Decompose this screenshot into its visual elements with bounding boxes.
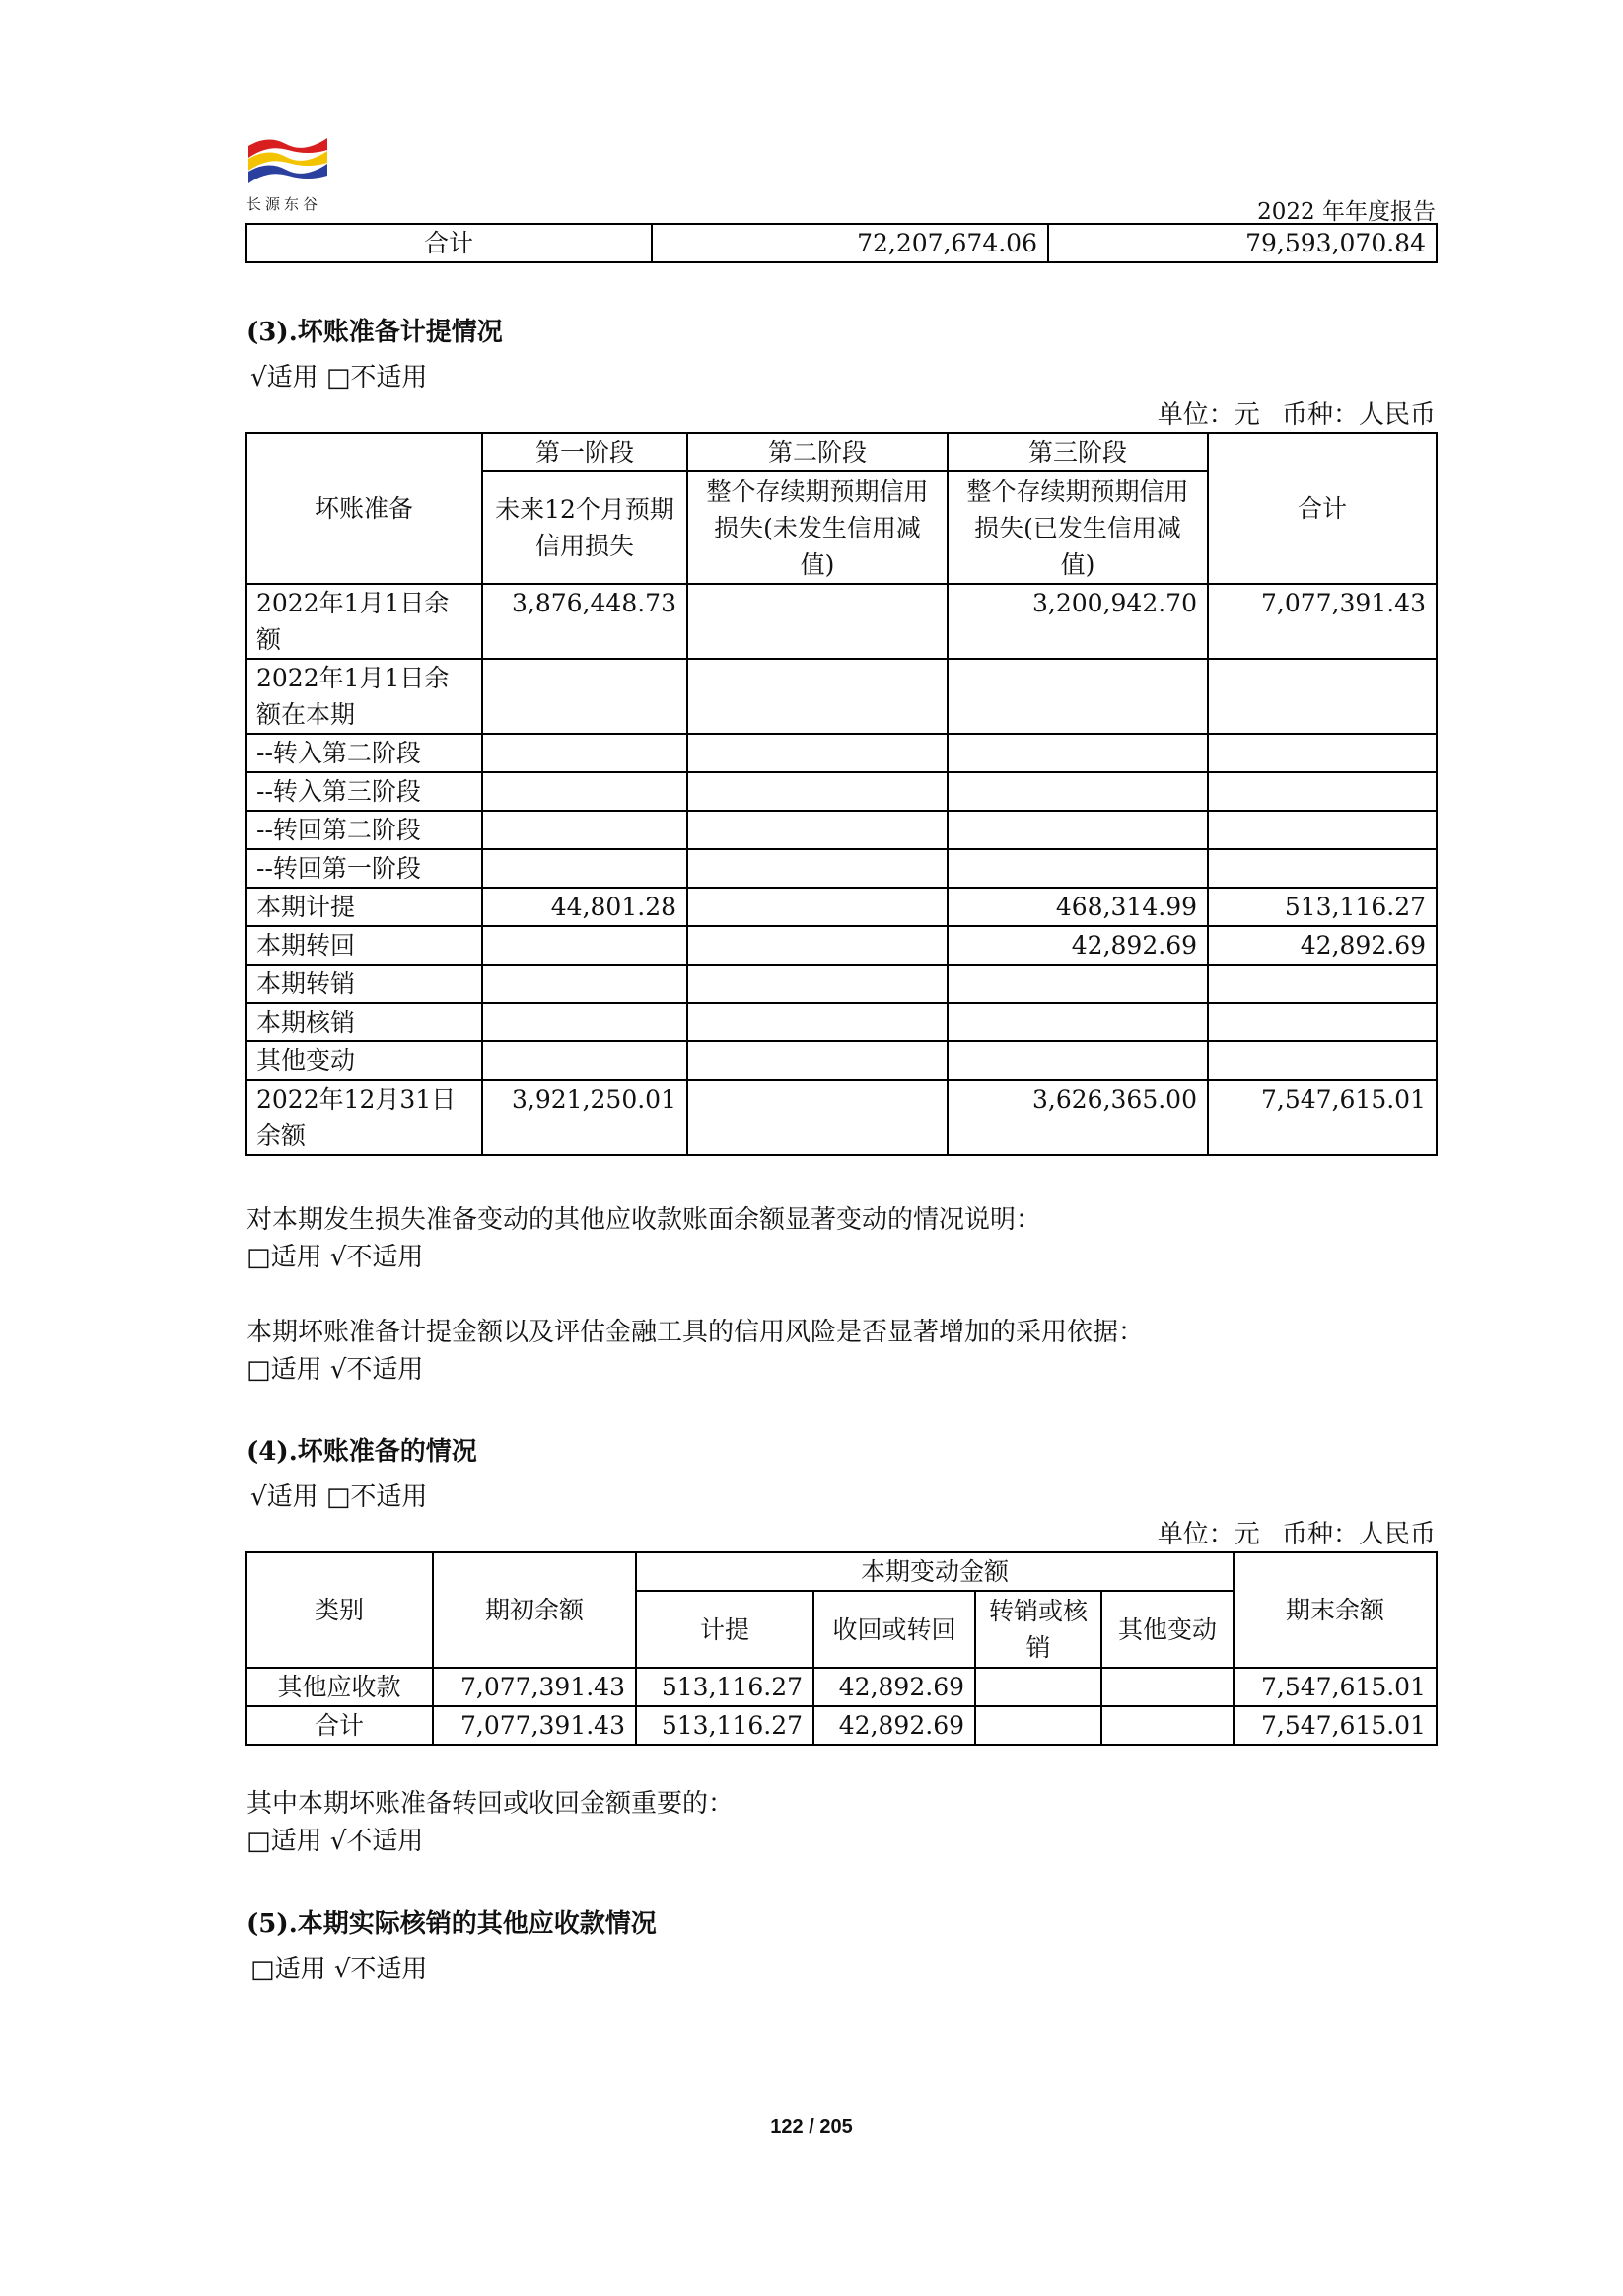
stage-2-value: [687, 926, 948, 965]
page-indicator: 122 / 205: [770, 2117, 853, 2138]
note-1-applicability: □适用 √不适用: [247, 1243, 424, 1272]
header-stage-1-desc: 未来12个月预期信用损失: [482, 471, 687, 584]
header-other-change: 其他变动: [1101, 1591, 1234, 1668]
header-total: 合计: [1208, 433, 1437, 584]
stage-1-value: [482, 1041, 687, 1080]
stage-3-value: [948, 659, 1208, 734]
stage-1-value: [482, 659, 687, 734]
table-row: [246, 1706, 1437, 1745]
stage-2-value: [687, 1003, 948, 1041]
total-value: 513,116.27: [1208, 888, 1437, 926]
table-row: [246, 659, 1437, 734]
row-label: 本期转销: [246, 965, 482, 1003]
section-3-unit: 单位：元 币种：人民币: [1157, 400, 1436, 430]
row-label: --转入第二阶段: [246, 734, 482, 772]
total-value: [1208, 734, 1437, 772]
table-header-row: [246, 1552, 1437, 1591]
row-label: 2022年1月1日余额在本期: [246, 659, 482, 734]
total-value: [1208, 849, 1437, 888]
table-row: [246, 1668, 1437, 1706]
written-off-value: [975, 1706, 1101, 1745]
section-3-applicability: √适用 □不适用: [250, 363, 428, 393]
total-value: [1208, 1003, 1437, 1041]
stage-2-value: [687, 584, 948, 659]
header-stage-3-desc: 整个存续期预期信用损失(已发生信用减值): [948, 471, 1208, 584]
stage-3-value: [948, 849, 1208, 888]
note-2-applicability: □适用 √不适用: [247, 1355, 424, 1385]
stage-3-value: 3,200,942.70: [948, 584, 1208, 659]
stage-2-value: [687, 811, 948, 849]
table-row: [246, 965, 1437, 1003]
total-value: [1208, 1041, 1437, 1080]
header-opening-balance: 期初余额: [433, 1552, 636, 1668]
total-value: 42,892.69: [1208, 926, 1437, 965]
header-stage-3: 第三阶段: [948, 433, 1208, 471]
stage-2-value: [687, 1041, 948, 1080]
stage-3-value: [948, 1003, 1208, 1041]
row-label: 本期转回: [246, 926, 482, 965]
header-change-amount: 本期变动金额: [636, 1552, 1234, 1591]
header-closing-balance: 期末余额: [1234, 1552, 1437, 1668]
table-row: [246, 584, 1437, 659]
stage-2-value: [687, 1080, 948, 1155]
note-1: 对本期发生损失准备变动的其他应收款账面余额显著变动的情况说明：: [247, 1205, 1042, 1235]
table-row: [246, 1080, 1437, 1155]
total-value: 7,547,615.01: [1208, 1080, 1437, 1155]
stage-3-value: [948, 811, 1208, 849]
section-4-note: 其中本期坏账准备转回或收回金额重要的：: [247, 1789, 735, 1819]
header-provision: 计提: [636, 1591, 813, 1668]
stage-3-value: [948, 1041, 1208, 1080]
stage-1-value: [482, 926, 687, 965]
other-change-value: [1101, 1668, 1234, 1706]
provision-value: 513,116.27: [636, 1706, 813, 1745]
logo-text: 长源东谷: [247, 195, 322, 213]
section-5-heading: (5).本期实际核销的其他应收款情况: [247, 1909, 657, 1939]
table-row: [246, 811, 1437, 849]
row-label: 2022年1月1日余额: [246, 584, 482, 659]
table-row: [246, 1041, 1437, 1080]
row-label: 本期计提: [246, 888, 482, 926]
company-logo: [247, 128, 329, 189]
header-stage-2: 第二阶段: [687, 433, 948, 471]
total-label: 合计: [246, 224, 652, 262]
total-value-1: 72,207,674.06: [652, 224, 1048, 262]
total-value: [1208, 965, 1437, 1003]
section-4-unit: 单位：元 币种：人民币: [1157, 1520, 1436, 1549]
stage-2-value: [687, 772, 948, 811]
table-header-row: [246, 433, 1437, 471]
provision-table-body: [246, 584, 1437, 1155]
stage-1-value: [482, 734, 687, 772]
header-category: 类别: [246, 1552, 433, 1668]
stage-1-value: [482, 811, 687, 849]
opening-value: 7,077,391.43: [433, 1706, 636, 1745]
stage-3-value: 468,314.99: [948, 888, 1208, 926]
carryover-total-table: [245, 223, 1438, 263]
stage-1-value: 3,921,250.01: [482, 1080, 687, 1155]
stage-2-value: [687, 888, 948, 926]
section-4-note-applicability: □适用 √不适用: [247, 1827, 424, 1856]
table-row: [246, 224, 1437, 262]
stage-1-value: [482, 1003, 687, 1041]
stage-2-value: [687, 849, 948, 888]
total-value: [1208, 659, 1437, 734]
table-row: [246, 772, 1437, 811]
header-recovered: 收回或转回: [813, 1591, 975, 1668]
status-table-body: [246, 1668, 1437, 1745]
table-row: [246, 888, 1437, 926]
row-label: 其他应收款: [246, 1668, 433, 1706]
table-row: [246, 734, 1437, 772]
stage-1-value: [482, 965, 687, 1003]
header-stage-1: 第一阶段: [482, 433, 687, 471]
total-value: [1208, 811, 1437, 849]
total-value: 7,077,391.43: [1208, 584, 1437, 659]
header-stage-2-desc: 整个存续期预期信用损失(未发生信用减值): [687, 471, 948, 584]
row-label: --转回第一阶段: [246, 849, 482, 888]
stage-1-value: [482, 772, 687, 811]
stage-2-value: [687, 659, 948, 734]
provision-value: 513,116.27: [636, 1668, 813, 1706]
table-row: [246, 849, 1437, 888]
opening-value: 7,077,391.43: [433, 1668, 636, 1706]
bad-debt-provision-table: [245, 432, 1438, 1156]
recovered-value: 42,892.69: [813, 1706, 975, 1745]
table-row: [246, 1003, 1437, 1041]
row-label: --转回第二阶段: [246, 811, 482, 849]
bad-debt-status-table: [245, 1551, 1438, 1746]
section-4-heading: (4).坏账准备的情况: [247, 1437, 477, 1467]
total-value: [1208, 772, 1437, 811]
row-label: 本期核销: [246, 1003, 482, 1041]
written-off-value: [975, 1668, 1101, 1706]
row-label: 合计: [246, 1706, 433, 1745]
stage-2-value: [687, 734, 948, 772]
other-change-value: [1101, 1706, 1234, 1745]
stage-1-value: 3,876,448.73: [482, 584, 687, 659]
section-4-applicability: √适用 □不适用: [250, 1482, 428, 1512]
row-label: 其他变动: [246, 1041, 482, 1080]
stage-3-value: 3,626,365.00: [948, 1080, 1208, 1155]
row-label: --转入第三阶段: [246, 772, 482, 811]
section-3-heading: (3).坏账准备计提情况: [247, 318, 503, 347]
stage-3-value: [948, 772, 1208, 811]
stage-1-value: 44,801.28: [482, 888, 687, 926]
total-value-2: 79,593,070.84: [1048, 224, 1437, 262]
stage-2-value: [687, 965, 948, 1003]
report-title: 2022 年年度报告: [1257, 199, 1436, 225]
recovered-value: 42,892.69: [813, 1668, 975, 1706]
closing-value: 7,547,615.01: [1234, 1668, 1437, 1706]
note-2: 本期坏账准备计提金额以及评估金融工具的信用风险是否显著增加的采用依据：: [247, 1318, 1145, 1347]
stage-3-value: 42,892.69: [948, 926, 1208, 965]
stage-1-value: [482, 849, 687, 888]
header-written-off: 转销或核销: [975, 1591, 1101, 1668]
row-label: 2022年12月31日余额: [246, 1080, 482, 1155]
stage-3-value: [948, 965, 1208, 1003]
header-bad-debt: 坏账准备: [246, 433, 482, 584]
closing-value: 7,547,615.01: [1234, 1706, 1437, 1745]
section-5-applicability: □适用 √不适用: [250, 1955, 428, 1984]
table-row: [246, 926, 1437, 965]
stage-3-value: [948, 734, 1208, 772]
